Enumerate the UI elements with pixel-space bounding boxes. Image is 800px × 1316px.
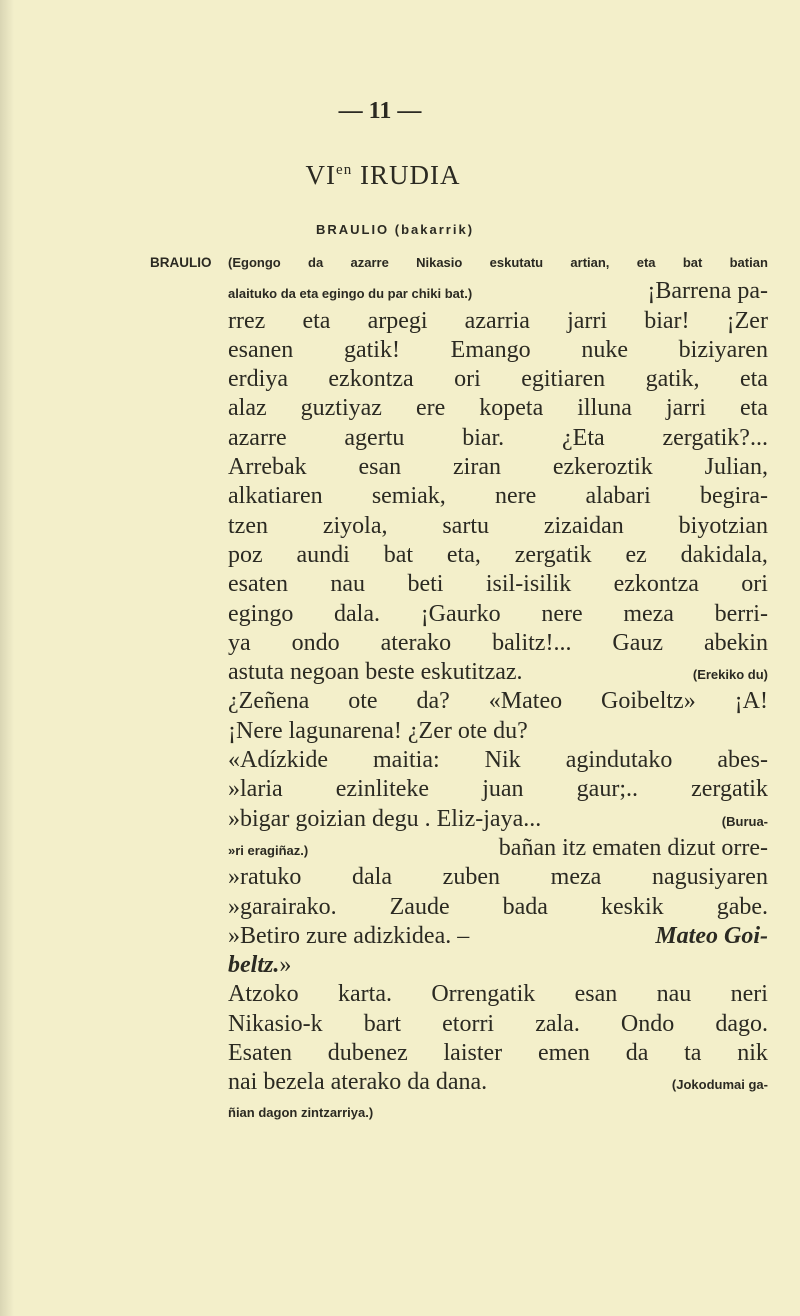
- dialogue-text: guztiyaz: [300, 395, 382, 422]
- dialogue-text: nik: [737, 1040, 768, 1067]
- dialogue-text: balitz!...: [492, 629, 572, 656]
- dialogue-text: ¡Barrena pa-: [647, 278, 768, 305]
- dialogue-text: illuna: [577, 395, 632, 422]
- dialogue-text: esanen: [228, 336, 294, 363]
- dialogue-text: nau: [330, 571, 366, 598]
- dialogue-text: emen: [537, 1040, 590, 1067]
- dialogue-text: »laria: [228, 776, 283, 803]
- dialogue-text: ezinliteke: [335, 776, 430, 803]
- text-line: [228, 277, 768, 306]
- title-numeral: VI: [305, 160, 337, 190]
- text-line: [228, 980, 768, 1009]
- dialogue-text: abekin: [704, 629, 768, 656]
- dialogue-text: Esaten: [228, 1040, 292, 1067]
- text-line: [228, 336, 768, 365]
- dialogue-text: azarria: [464, 307, 530, 334]
- dialogue-text: eta: [739, 395, 768, 422]
- dialogue-text: abes-: [717, 747, 768, 774]
- dialogue-text: keskik: [600, 893, 664, 920]
- text-line: [228, 834, 768, 863]
- dialogue-text: Emango: [450, 336, 531, 363]
- stage-direction: (Egongo: [228, 255, 281, 270]
- stage-direction: alaituko da eta egingo du par chiki bat.): [228, 286, 476, 302]
- dialogue-text: zala.: [535, 1010, 580, 1037]
- dialogue-text: bada: [502, 893, 548, 920]
- stage-direction: (Burua-: [721, 813, 768, 829]
- text-line: [228, 658, 768, 687]
- dialogue-text: maitia:: [373, 747, 440, 774]
- dialogue-text: nere: [541, 600, 583, 627]
- dialogue-text: zuben: [442, 864, 500, 891]
- dialogue-text: rrez: [228, 307, 266, 334]
- dialogue-text: erdiya: [228, 366, 288, 393]
- stage-direction: (Jokodumai ga-: [671, 1077, 768, 1093]
- stage-direction: artian,: [570, 255, 610, 270]
- dialogue-text: nere: [495, 483, 537, 510]
- text-line: [228, 951, 768, 980]
- dialogue-text: gaur;..: [576, 776, 638, 803]
- dialogue-text: gatik!: [343, 336, 400, 363]
- dialogue-text: alkatiaren: [228, 483, 323, 510]
- dialogue-text: alabari: [585, 483, 651, 510]
- dialogue-text: egitiaren: [521, 366, 606, 393]
- text-line: [228, 453, 768, 482]
- dialogue-text: dubenez: [327, 1040, 408, 1067]
- signature-text: Mateo Goi-: [655, 922, 768, 949]
- dialogue-text: Ondo: [620, 1010, 675, 1037]
- dialogue-text: eta,: [446, 541, 481, 568]
- dialogue-text: kopeta: [479, 395, 544, 422]
- dialogue-text: nai bezela aterako da dana.: [228, 1069, 494, 1096]
- text-line: [228, 863, 768, 892]
- dialogue-text: »bigar goizian degu . Eliz-jaya...: [228, 805, 548, 832]
- dialogue-text: karta.: [338, 981, 392, 1008]
- dialogue-text: ziyola,: [322, 512, 388, 539]
- dialogue-text: »Betiro zure adizkidea. –: [228, 922, 476, 949]
- stage-direction: bat: [682, 255, 703, 270]
- dialogue-text: juan: [482, 776, 524, 803]
- text-line: [228, 717, 768, 746]
- dialogue-text: poz: [228, 541, 263, 568]
- dialogue-text: Arrebak: [228, 454, 307, 481]
- dialogue-text: ¿Zeñena: [228, 688, 310, 715]
- stage-direction: batian: [729, 255, 768, 270]
- dialogue-text: ezkeroztik: [552, 454, 653, 481]
- dialogue-text: biziyaren: [678, 336, 768, 363]
- dialogue-text: bat: [383, 541, 414, 568]
- dialogue-text: jarri: [665, 395, 706, 422]
- dialogue-text: ¿Eta: [562, 424, 605, 451]
- text-line: [228, 629, 768, 658]
- dialogue-text: bañan itz ematen dizut orre-: [498, 834, 768, 861]
- dialogue-text: jarri: [567, 307, 608, 334]
- dialogue-text: begira-: [700, 483, 768, 510]
- text-line: [228, 512, 768, 541]
- dialogue-text: esaten: [228, 571, 288, 598]
- dialogue-text: Goibeltz»: [601, 688, 696, 715]
- stage-direction: azarre: [350, 255, 389, 270]
- dialogue-text: biar.: [462, 424, 505, 451]
- dialogue-text: Julian,: [704, 454, 768, 481]
- dialogue-text: Nikasio-k: [228, 1010, 323, 1037]
- dialogue-text: ¡A!: [734, 688, 768, 715]
- stage-direction: eskutatu: [489, 255, 544, 270]
- dialogue-text: astuta negoan beste eskutitzaz.: [228, 659, 529, 686]
- dialogue-text: «Adízkide: [228, 747, 328, 774]
- dialogue-text: ya: [228, 629, 251, 656]
- text-line: [228, 424, 768, 453]
- dialogue-text: dago.: [715, 1010, 768, 1037]
- text-line: [228, 482, 768, 511]
- dialogue-text: zergatik: [691, 776, 768, 803]
- dialogue-text: dala: [352, 864, 392, 891]
- dialogue-text: isil-isilik: [485, 571, 572, 598]
- text-line: [228, 1098, 768, 1127]
- dialogue-text: beti: [407, 571, 444, 598]
- dialogue-text: da?: [416, 688, 450, 715]
- dialogue-text: ori: [454, 366, 481, 393]
- dialogue-text: esan: [574, 981, 618, 1008]
- dialogue-text: Zaude: [389, 893, 450, 920]
- text-line: [228, 1068, 768, 1097]
- scene-heading: BRAULIO (bakarrik): [315, 222, 475, 237]
- dialogue-body: [228, 248, 768, 1127]
- dialogue-text: da: [625, 1040, 649, 1067]
- dialogue-text: »ratuko: [228, 864, 302, 891]
- dialogue-text: biar!: [644, 307, 690, 334]
- dialogue-text: ori: [741, 571, 768, 598]
- dialogue-text: zergatik: [514, 541, 592, 568]
- stage-direction: eta: [636, 255, 656, 270]
- text-line: [228, 687, 768, 716]
- text-line: [228, 1039, 768, 1068]
- stage-direction: »ri eragiñaz.): [228, 842, 312, 858]
- dialogue-text: nagusiyaren: [651, 864, 768, 891]
- dialogue-text: ere: [415, 395, 446, 422]
- dialogue-text: bart: [363, 1010, 402, 1037]
- dialogue-text: eta: [302, 307, 331, 334]
- dialogue-text: egingo: [228, 600, 294, 627]
- text-line: [228, 307, 768, 336]
- dialogue-text: dakidala,: [680, 541, 768, 568]
- dialogue-text: ez: [625, 541, 647, 568]
- text-line: [228, 922, 768, 951]
- dialogue-text: nau: [656, 981, 692, 1008]
- dialogue-text: aundi: [296, 541, 350, 568]
- dialogue-text: arpegi: [367, 307, 428, 334]
- dialogue-text: ezkontza: [613, 571, 699, 598]
- text-line: [228, 805, 768, 834]
- dialogue-text: Atzoko: [228, 981, 299, 1008]
- page-edge-shadow: [0, 0, 14, 1316]
- title-superscript: en: [336, 162, 353, 178]
- dialogue-text: ta: [684, 1040, 702, 1067]
- dialogue-text: »: [279, 952, 292, 979]
- dialogue-text: neri: [730, 981, 768, 1008]
- dialogue-text: ¡Gaurko: [420, 600, 501, 627]
- dialogue-text: agindutako: [565, 747, 673, 774]
- stage-direction: da: [308, 255, 324, 270]
- dialogue-text: ote: [348, 688, 378, 715]
- stage-direction: (Erekiko du): [692, 667, 768, 683]
- dialogue-text: agertu: [344, 424, 405, 451]
- dialogue-text: nuke: [581, 336, 628, 363]
- dialogue-text: laister: [443, 1040, 503, 1067]
- text-line: [228, 394, 768, 423]
- text-line: [228, 570, 768, 599]
- dialogue-text: ondo: [291, 629, 340, 656]
- dialogue-text: berri-: [714, 600, 768, 627]
- text-line: [228, 600, 768, 629]
- dialogue-text: tzen: [228, 512, 268, 539]
- dialogue-text: sartu: [442, 512, 489, 539]
- dialogue-text: Nik: [484, 747, 521, 774]
- signature-text: beltz.: [228, 952, 280, 979]
- text-line: [228, 248, 768, 277]
- dialogue-text: »garairako.: [228, 893, 337, 920]
- stage-direction: Nikasio: [416, 255, 463, 270]
- text-line: [228, 746, 768, 775]
- dialogue-text: esan: [358, 454, 402, 481]
- text-line: [228, 365, 768, 394]
- dialogue-text: Gauz: [612, 629, 664, 656]
- dialogue-text: etorri: [442, 1010, 495, 1037]
- text-line: [228, 775, 768, 804]
- stage-direction: ñian dagon zintzarriya.): [228, 1104, 374, 1120]
- speaker-name: BRAULIO: [150, 255, 212, 270]
- dialogue-text: semiak,: [371, 483, 446, 510]
- dialogue-text: «Mateo: [488, 688, 563, 715]
- text-line: [228, 893, 768, 922]
- dialogue-text: azarre: [228, 424, 287, 451]
- dialogue-text: gabe.: [716, 893, 768, 920]
- scene-title: [0, 160, 766, 191]
- title-word: IRUDIA: [352, 160, 461, 190]
- dialogue-text: ezkontza: [328, 366, 414, 393]
- dialogue-text: zizaidan: [543, 512, 624, 539]
- dialogue-text: biyotzian: [678, 512, 768, 539]
- dialogue-text: zergatik?...: [662, 424, 768, 451]
- dialogue-text: Orrengatik: [431, 981, 536, 1008]
- dialogue-text: eta: [739, 366, 768, 393]
- text-line: [228, 1010, 768, 1039]
- dialogue-text: aterako: [380, 629, 452, 656]
- dialogue-text: ziran: [453, 454, 501, 481]
- page-number: — 11 —: [338, 98, 422, 124]
- dialogue-text: ¡Nere lagunarena! ¿Zer ote du?: [228, 717, 528, 744]
- dialogue-text: ¡Zer: [726, 307, 768, 334]
- dialogue-text: gatik,: [645, 366, 700, 393]
- dialogue-text: dala.: [334, 600, 380, 627]
- dialogue-text: meza: [550, 864, 602, 891]
- text-line: [228, 541, 768, 570]
- dialogue-text: meza: [623, 600, 674, 627]
- dialogue-text: alaz: [228, 395, 267, 422]
